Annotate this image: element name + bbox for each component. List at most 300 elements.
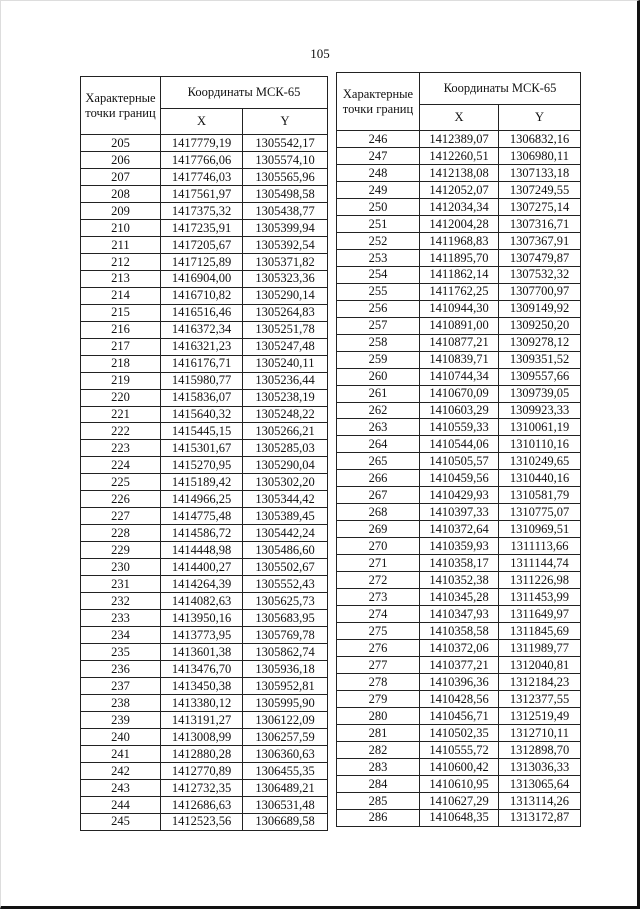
point-number-cell: 244 [81, 796, 161, 813]
y-coordinate-cell: 1310110,16 [499, 436, 581, 453]
y-coordinate-cell: 1305302,20 [243, 474, 328, 491]
y-coordinate-cell: 1310775,07 [499, 504, 581, 521]
x-coordinate-cell: 1414448,98 [161, 542, 243, 559]
y-coordinate-cell: 1305344,42 [243, 491, 328, 508]
x-coordinate-cell: 1415301,67 [161, 440, 243, 457]
x-coordinate-cell: 1410559,33 [420, 419, 499, 436]
x-coordinate-cell: 1410459,56 [420, 470, 499, 487]
point-number-cell: 226 [81, 491, 161, 508]
x-coordinate-cell: 1414264,39 [161, 576, 243, 593]
table-row [81, 762, 328, 779]
table-row [81, 576, 328, 593]
table-row [337, 453, 581, 470]
point-number-cell: 274 [337, 606, 420, 623]
point-number-cell: 208 [81, 185, 161, 202]
point-number-cell: 215 [81, 304, 161, 321]
point-number-cell: 218 [81, 355, 161, 372]
y-coordinate-cell: 1310969,51 [499, 521, 581, 538]
x-coordinate-cell: 1414082,63 [161, 593, 243, 610]
point-number-cell: 269 [337, 521, 420, 538]
x-coordinate-cell: 1410627,29 [420, 792, 499, 809]
point-number-cell: 207 [81, 168, 161, 185]
table-row [81, 406, 328, 423]
table-row [81, 135, 328, 152]
table-row [81, 796, 328, 813]
x-coordinate-cell: 1412004,28 [420, 215, 499, 232]
x-coordinate-cell: 1412880,28 [161, 745, 243, 762]
table-row [337, 555, 581, 572]
table-row [337, 623, 581, 640]
table-row [81, 440, 328, 457]
x-coordinate-cell: 1410358,17 [420, 555, 499, 572]
x-coordinate-cell: 1413601,38 [161, 644, 243, 661]
y-coordinate-cell: 1305574,10 [243, 151, 328, 168]
table-row [81, 338, 328, 355]
point-number-cell: 263 [337, 419, 420, 436]
x-coordinate-cell: 1417766,06 [161, 151, 243, 168]
header-x: X [161, 108, 243, 134]
table-row [337, 232, 581, 249]
table-row [81, 202, 328, 219]
y-coordinate-cell: 1310249,65 [499, 453, 581, 470]
x-coordinate-cell: 1410603,29 [420, 402, 499, 419]
y-coordinate-cell: 1306689,58 [243, 813, 328, 830]
y-coordinate-cell: 1309557,66 [499, 368, 581, 385]
point-number-cell: 231 [81, 576, 161, 593]
y-coordinate-cell: 1305399,94 [243, 219, 328, 236]
point-number-cell: 265 [337, 453, 420, 470]
y-coordinate-cell: 1305285,03 [243, 440, 328, 457]
point-number-cell: 236 [81, 661, 161, 678]
table-row [337, 198, 581, 215]
x-coordinate-cell: 1410670,09 [420, 385, 499, 402]
point-number-cell: 266 [337, 470, 420, 487]
table-row [337, 402, 581, 419]
y-coordinate-cell: 1305290,04 [243, 457, 328, 474]
x-coordinate-cell: 1410429,93 [420, 487, 499, 504]
y-coordinate-cell: 1305389,45 [243, 508, 328, 525]
y-coordinate-cell: 1307275,14 [499, 198, 581, 215]
point-number-cell: 258 [337, 334, 420, 351]
x-coordinate-cell: 1410648,35 [420, 809, 499, 826]
y-coordinate-cell: 1305236,44 [243, 372, 328, 389]
point-number-cell: 243 [81, 779, 161, 796]
table-row [337, 741, 581, 758]
x-coordinate-cell: 1410358,58 [420, 623, 499, 640]
table-row [81, 610, 328, 627]
x-coordinate-cell: 1415980,77 [161, 372, 243, 389]
point-number-cell: 253 [337, 249, 420, 266]
table-row [337, 368, 581, 385]
x-coordinate-cell: 1414775,48 [161, 508, 243, 525]
header-x: X [420, 104, 499, 130]
y-coordinate-cell: 1305371,82 [243, 253, 328, 270]
y-coordinate-cell: 1311226,98 [499, 572, 581, 589]
point-number-cell: 238 [81, 694, 161, 711]
y-coordinate-cell: 1313065,64 [499, 775, 581, 792]
y-coordinate-cell: 1307479,87 [499, 249, 581, 266]
table-row [81, 423, 328, 440]
y-coordinate-cell: 1305238,19 [243, 389, 328, 406]
y-coordinate-cell: 1307316,71 [499, 215, 581, 232]
table-row [337, 809, 581, 826]
point-number-cell: 235 [81, 644, 161, 661]
y-coordinate-cell: 1312377,55 [499, 690, 581, 707]
point-number-cell: 240 [81, 728, 161, 745]
table-row [337, 436, 581, 453]
x-coordinate-cell: 1410891,00 [420, 317, 499, 334]
table-row [337, 419, 581, 436]
point-number-cell: 225 [81, 474, 161, 491]
y-coordinate-cell: 1309149,92 [499, 300, 581, 317]
x-coordinate-cell: 1417746,03 [161, 168, 243, 185]
header-points: Характерные точки границ [81, 77, 161, 135]
point-number-cell: 232 [81, 593, 161, 610]
table-row [337, 572, 581, 589]
y-coordinate-cell: 1306489,21 [243, 779, 328, 796]
x-coordinate-cell: 1412034,34 [420, 198, 499, 215]
y-coordinate-cell: 1311453,99 [499, 589, 581, 606]
point-number-cell: 250 [337, 198, 420, 215]
y-coordinate-cell: 1305995,90 [243, 694, 328, 711]
table-row [81, 779, 328, 796]
x-coordinate-cell: 1410502,35 [420, 724, 499, 741]
table-row [81, 457, 328, 474]
x-coordinate-cell: 1410944,30 [420, 300, 499, 317]
y-coordinate-cell: 1309351,52 [499, 351, 581, 368]
point-number-cell: 214 [81, 287, 161, 304]
point-number-cell: 222 [81, 423, 161, 440]
table-row [81, 491, 328, 508]
x-coordinate-cell: 1410600,42 [420, 758, 499, 775]
x-coordinate-cell: 1413950,16 [161, 610, 243, 627]
point-number-cell: 223 [81, 440, 161, 457]
y-coordinate-cell: 1305264,83 [243, 304, 328, 321]
x-coordinate-cell: 1413191,27 [161, 711, 243, 728]
table-row [81, 559, 328, 576]
x-coordinate-cell: 1416176,71 [161, 355, 243, 372]
table-row [337, 707, 581, 724]
point-number-cell: 230 [81, 559, 161, 576]
y-coordinate-cell: 1306455,35 [243, 762, 328, 779]
point-number-cell: 256 [337, 300, 420, 317]
table-row [337, 589, 581, 606]
y-coordinate-cell: 1307532,32 [499, 266, 581, 283]
y-coordinate-cell: 1306360,63 [243, 745, 328, 762]
point-number-cell: 251 [337, 215, 420, 232]
point-number-cell: 282 [337, 741, 420, 758]
table-body-right [337, 131, 581, 827]
table-row [337, 164, 581, 181]
x-coordinate-cell: 1417561,97 [161, 185, 243, 202]
x-coordinate-cell: 1411895,70 [420, 249, 499, 266]
table-row [81, 253, 328, 270]
x-coordinate-cell: 1415189,42 [161, 474, 243, 491]
point-number-cell: 261 [337, 385, 420, 402]
point-number-cell: 271 [337, 555, 420, 572]
page-number: 105 [310, 46, 330, 61]
table-row [81, 185, 328, 202]
y-coordinate-cell: 1311144,74 [499, 555, 581, 572]
x-coordinate-cell: 1415836,07 [161, 389, 243, 406]
point-number-cell: 272 [337, 572, 420, 589]
y-coordinate-cell: 1312898,70 [499, 741, 581, 758]
point-number-cell: 268 [337, 504, 420, 521]
table-row [81, 593, 328, 610]
table-row [81, 711, 328, 728]
point-number-cell: 264 [337, 436, 420, 453]
table-row [81, 389, 328, 406]
y-coordinate-cell: 1306122,09 [243, 711, 328, 728]
x-coordinate-cell: 1413450,38 [161, 678, 243, 695]
point-number-cell: 275 [337, 623, 420, 640]
table-row [81, 355, 328, 372]
point-number-cell: 286 [337, 809, 420, 826]
y-coordinate-cell: 1305486,60 [243, 542, 328, 559]
table-row [337, 147, 581, 164]
table-row [337, 690, 581, 707]
point-number-cell: 233 [81, 610, 161, 627]
y-coordinate-cell: 1309250,20 [499, 317, 581, 334]
table-row [81, 728, 328, 745]
y-coordinate-cell: 1313036,33 [499, 758, 581, 775]
table-row [337, 283, 581, 300]
x-coordinate-cell: 1412389,07 [420, 131, 499, 148]
x-coordinate-cell: 1412732,35 [161, 779, 243, 796]
point-number-cell: 273 [337, 589, 420, 606]
point-number-cell: 234 [81, 627, 161, 644]
table-row [81, 745, 328, 762]
table-row [81, 627, 328, 644]
y-coordinate-cell: 1305251,78 [243, 321, 328, 338]
x-coordinate-cell: 1410372,06 [420, 640, 499, 657]
y-coordinate-cell: 1312519,49 [499, 707, 581, 724]
point-number-cell: 245 [81, 813, 161, 830]
x-coordinate-cell: 1410505,57 [420, 453, 499, 470]
y-coordinate-cell: 1305769,78 [243, 627, 328, 644]
y-coordinate-cell: 1309278,12 [499, 334, 581, 351]
table-row [337, 131, 581, 148]
point-number-cell: 278 [337, 674, 420, 691]
x-coordinate-cell: 1413476,70 [161, 661, 243, 678]
point-number-cell: 219 [81, 372, 161, 389]
table-row [81, 151, 328, 168]
x-coordinate-cell: 1414586,72 [161, 525, 243, 542]
point-number-cell: 277 [337, 657, 420, 674]
point-number-cell: 221 [81, 406, 161, 423]
x-coordinate-cell: 1410877,21 [420, 334, 499, 351]
y-coordinate-cell: 1312040,81 [499, 657, 581, 674]
point-number-cell: 242 [81, 762, 161, 779]
y-coordinate-cell: 1306531,48 [243, 796, 328, 813]
y-coordinate-cell: 1305862,74 [243, 644, 328, 661]
y-coordinate-cell: 1311113,66 [499, 538, 581, 555]
x-coordinate-cell: 1416710,82 [161, 287, 243, 304]
x-coordinate-cell: 1410555,72 [420, 741, 499, 758]
y-coordinate-cell: 1307700,97 [499, 283, 581, 300]
point-number-cell: 270 [337, 538, 420, 555]
x-coordinate-cell: 1410396,36 [420, 674, 499, 691]
x-coordinate-cell: 1416516,46 [161, 304, 243, 321]
point-number-cell: 276 [337, 640, 420, 657]
point-number-cell: 279 [337, 690, 420, 707]
x-coordinate-cell: 1410456,71 [420, 707, 499, 724]
table-row [337, 504, 581, 521]
point-number-cell: 262 [337, 402, 420, 419]
x-coordinate-cell: 1412770,89 [161, 762, 243, 779]
y-coordinate-cell: 1305625,73 [243, 593, 328, 610]
y-coordinate-cell: 1312184,23 [499, 674, 581, 691]
y-coordinate-cell: 1306257,59 [243, 728, 328, 745]
x-coordinate-cell: 1414400,27 [161, 559, 243, 576]
table-row [81, 236, 328, 253]
x-coordinate-cell: 1410544,06 [420, 436, 499, 453]
y-coordinate-cell: 1305323,36 [243, 270, 328, 287]
point-number-cell: 241 [81, 745, 161, 762]
table-row [337, 470, 581, 487]
table-row [337, 334, 581, 351]
x-coordinate-cell: 1410428,56 [420, 690, 499, 707]
header-y: Y [243, 108, 328, 134]
table-row [337, 521, 581, 538]
x-coordinate-cell: 1413773,95 [161, 627, 243, 644]
table-row [81, 661, 328, 678]
x-coordinate-cell: 1412523,56 [161, 813, 243, 830]
x-coordinate-cell: 1413008,99 [161, 728, 243, 745]
y-coordinate-cell: 1306980,11 [499, 147, 581, 164]
point-number-cell: 259 [337, 351, 420, 368]
point-number-cell: 216 [81, 321, 161, 338]
x-coordinate-cell: 1417235,91 [161, 219, 243, 236]
x-coordinate-cell: 1414966,25 [161, 491, 243, 508]
table-row [337, 300, 581, 317]
x-coordinate-cell: 1410839,71 [420, 351, 499, 368]
table-row [81, 542, 328, 559]
point-number-cell: 237 [81, 678, 161, 695]
x-coordinate-cell: 1412138,08 [420, 164, 499, 181]
table-row [337, 538, 581, 555]
y-coordinate-cell: 1305565,96 [243, 168, 328, 185]
point-number-cell: 280 [337, 707, 420, 724]
x-coordinate-cell: 1410345,28 [420, 589, 499, 606]
point-number-cell: 249 [337, 181, 420, 198]
table-row [81, 168, 328, 185]
point-number-cell: 220 [81, 389, 161, 406]
point-number-cell: 252 [337, 232, 420, 249]
point-number-cell: 281 [337, 724, 420, 741]
x-coordinate-cell: 1410359,93 [420, 538, 499, 555]
x-coordinate-cell: 1410352,38 [420, 572, 499, 589]
point-number-cell: 217 [81, 338, 161, 355]
y-coordinate-cell: 1307249,55 [499, 181, 581, 198]
point-number-cell: 212 [81, 253, 161, 270]
table-row [81, 372, 328, 389]
y-coordinate-cell: 1310440,16 [499, 470, 581, 487]
table-row [337, 775, 581, 792]
table-row [337, 487, 581, 504]
y-coordinate-cell: 1305266,21 [243, 423, 328, 440]
point-number-cell: 227 [81, 508, 161, 525]
y-coordinate-cell: 1305247,48 [243, 338, 328, 355]
x-coordinate-cell: 1417125,89 [161, 253, 243, 270]
table-row [81, 474, 328, 491]
table-row [337, 758, 581, 775]
table-row [337, 215, 581, 232]
table-row [81, 813, 328, 830]
point-number-cell: 247 [337, 147, 420, 164]
point-number-cell: 285 [337, 792, 420, 809]
point-number-cell: 211 [81, 236, 161, 253]
table-row [337, 792, 581, 809]
table-row [337, 385, 581, 402]
header-coordinates: Координаты МСК-65 [420, 73, 581, 105]
table-row [81, 304, 328, 321]
x-coordinate-cell: 1410347,93 [420, 606, 499, 623]
table-row [337, 657, 581, 674]
point-number-cell: 255 [337, 283, 420, 300]
point-number-cell: 254 [337, 266, 420, 283]
table-row [81, 321, 328, 338]
table-row [81, 508, 328, 525]
x-coordinate-cell: 1416904,00 [161, 270, 243, 287]
table-row [81, 270, 328, 287]
point-number-cell: 224 [81, 457, 161, 474]
x-coordinate-cell: 1417779,19 [161, 135, 243, 152]
y-coordinate-cell: 1305936,18 [243, 661, 328, 678]
x-coordinate-cell: 1415270,95 [161, 457, 243, 474]
y-coordinate-cell: 1305392,54 [243, 236, 328, 253]
y-coordinate-cell: 1305552,43 [243, 576, 328, 593]
point-number-cell: 228 [81, 525, 161, 542]
point-number-cell: 213 [81, 270, 161, 287]
point-number-cell: 246 [337, 131, 420, 148]
y-coordinate-cell: 1305683,95 [243, 610, 328, 627]
x-coordinate-cell: 1410610,95 [420, 775, 499, 792]
table-row [81, 219, 328, 236]
y-coordinate-cell: 1312710,11 [499, 724, 581, 741]
table-row [81, 694, 328, 711]
point-number-cell: 267 [337, 487, 420, 504]
table-row [81, 678, 328, 695]
point-number-cell: 229 [81, 542, 161, 559]
y-coordinate-cell: 1305248,22 [243, 406, 328, 423]
y-coordinate-cell: 1310581,79 [499, 487, 581, 504]
point-number-cell: 284 [337, 775, 420, 792]
y-coordinate-cell: 1310061,19 [499, 419, 581, 436]
x-coordinate-cell: 1410397,33 [420, 504, 499, 521]
x-coordinate-cell: 1411762,25 [420, 283, 499, 300]
y-coordinate-cell: 1309923,33 [499, 402, 581, 419]
point-number-cell: 257 [337, 317, 420, 334]
y-coordinate-cell: 1305952,81 [243, 678, 328, 695]
y-coordinate-cell: 1307133,18 [499, 164, 581, 181]
table-row [337, 249, 581, 266]
x-coordinate-cell: 1415640,32 [161, 406, 243, 423]
y-coordinate-cell: 1305502,67 [243, 559, 328, 576]
coordinates-table-left [80, 76, 328, 831]
y-coordinate-cell: 1313172,87 [499, 809, 581, 826]
table-row [337, 724, 581, 741]
table-body-left [81, 135, 328, 831]
x-coordinate-cell: 1410372,64 [420, 521, 499, 538]
y-coordinate-cell: 1309739,05 [499, 385, 581, 402]
point-number-cell: 283 [337, 758, 420, 775]
y-coordinate-cell: 1311989,77 [499, 640, 581, 657]
y-coordinate-cell: 1305240,11 [243, 355, 328, 372]
x-coordinate-cell: 1415445,15 [161, 423, 243, 440]
point-number-cell: 260 [337, 368, 420, 385]
y-coordinate-cell: 1311845,69 [499, 623, 581, 640]
